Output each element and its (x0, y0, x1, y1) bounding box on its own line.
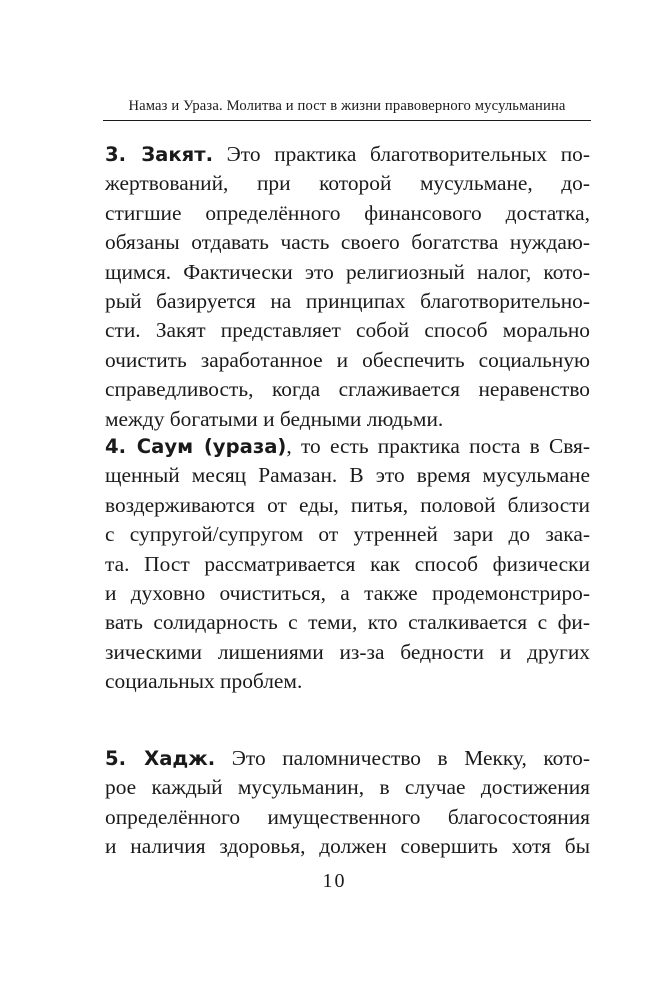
paragraph-line: рый базируется на принципах благотворительно- (105, 288, 590, 313)
line-text: Это паломничество в Мекку, кото- (215, 746, 590, 770)
running-header: Намаз и Ураза. Молитва и пост в жизни правоверного мусульманина (128, 98, 566, 114)
paragraph-hajj (105, 744, 590, 862)
paragraph-line: между богатыми и бедными людьми. (105, 406, 444, 431)
line-text: Это практика благотворительных по- (213, 142, 590, 166)
paragraph-line: обязаны отдавать часть своего богатства нуждаю- (105, 230, 590, 255)
paragraph-line: сти. Закят представляет собой способ морально (105, 318, 590, 343)
paragraph-line: та. Пост рассматривается как способ физически (105, 551, 590, 576)
paragraph-lead: 5. Хадж. (105, 747, 216, 770)
paragraph-line (105, 744, 590, 773)
line-text: , то есть практика поста в Свя- (286, 434, 590, 458)
paragraph-line: воздерживаются от еды, питья, половой близости (105, 492, 590, 517)
paragraph-zakat (105, 140, 590, 434)
paragraph-line: определённого имущественного благосостояния (105, 804, 590, 829)
paragraph-line: стигшие определённого финансового достатка, (105, 200, 590, 225)
paragraph-line: справедливость, когда сглаживается неравенство (105, 377, 590, 402)
page-number: 10 (322, 870, 347, 892)
paragraph-lead: 3. Закят. (105, 143, 214, 166)
paragraph-line: рое каждый мусульманин, в случае достижения (105, 775, 590, 800)
paragraph-line: и наличия здоровья, должен совершить хотя бы (105, 834, 590, 859)
paragraph-line (105, 140, 590, 169)
paragraph-line: щенный месяц Рамазан. В это время мусульмане (105, 463, 590, 488)
paragraph-line: социальных проблем. (105, 669, 303, 694)
paragraph-line: очистить заработанное и обеспечить социальную (105, 347, 590, 372)
paragraph-saum (105, 432, 590, 697)
paragraph-line: зическими лишениями из-за бедности и других (105, 639, 590, 664)
paragraph-line: щимся. Фактически это религиозный налог, кото- (105, 259, 590, 284)
paragraph-lead: 4. Саум (ураза) (105, 435, 287, 458)
paragraph-line: с супругой/супругом от утренней зари до зака- (105, 522, 590, 547)
paragraph-line: и духовно очиститься, а также продемонстриро- (105, 580, 590, 605)
paragraph-line: вать солидарность с теми, кто сталкивается с фи- (105, 610, 590, 635)
header-rule (103, 120, 591, 121)
paragraph-line (105, 432, 590, 461)
paragraph-line: жертвований, при которой мусульмане, до- (105, 171, 590, 196)
